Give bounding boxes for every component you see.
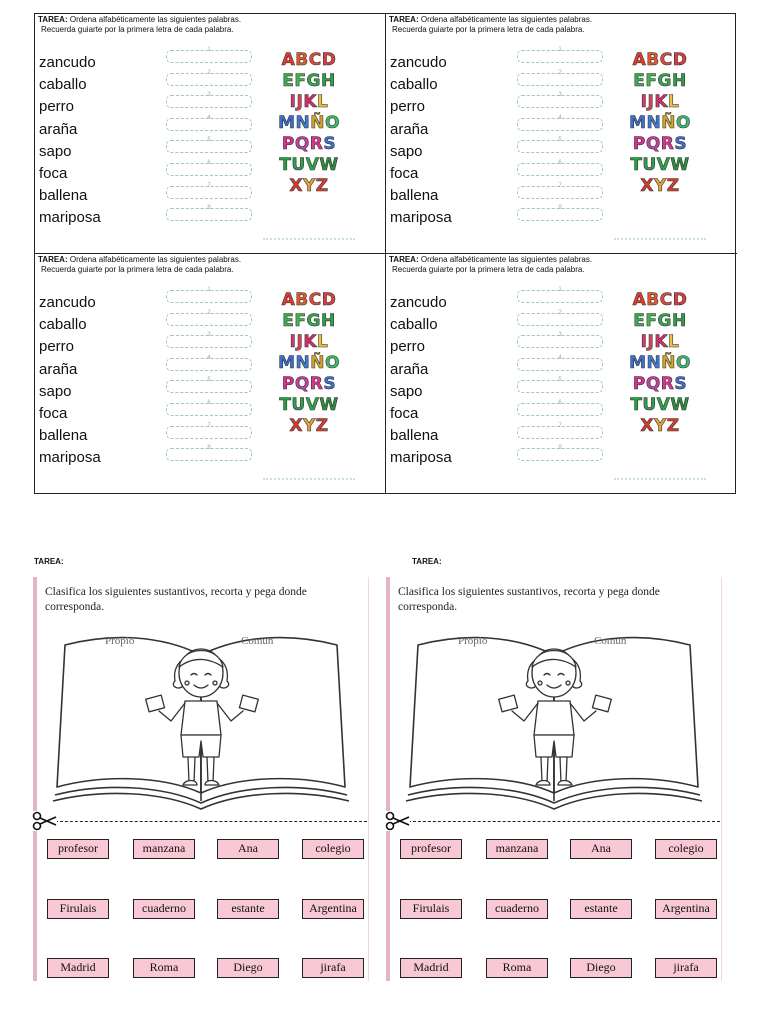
task-subtitle: Recuerda guiarte por la primera letra de cada palabra. — [41, 25, 234, 34]
slot-number: 6 — [558, 399, 562, 406]
task-subtitle: Recuerda guiarte por la primera letra de cada palabra. — [392, 25, 585, 34]
alphabet-letter: L — [668, 332, 680, 352]
word-list — [390, 52, 452, 230]
word-item: foca — [390, 164, 419, 182]
noun-card[interactable]: estante — [217, 899, 279, 919]
slot-number: 1 — [558, 47, 562, 53]
col-label-comun: Común — [241, 635, 274, 647]
alphabet-letter: Q — [645, 374, 661, 394]
alphabet-row — [614, 374, 706, 395]
slot-number: 4 — [207, 354, 211, 361]
alphabetize-card — [386, 14, 737, 254]
noun-card[interactable]: manzana — [133, 839, 195, 859]
answer-slot[interactable] — [517, 205, 603, 221]
word-item: ballena — [39, 187, 88, 205]
alphabet-letter: X — [640, 176, 654, 196]
alphabet-letter: I — [289, 332, 297, 352]
word-item: ballena — [39, 427, 88, 445]
slot-number: 6 — [207, 399, 211, 406]
alphabet-letter: R — [660, 374, 675, 394]
task-title: TAREA: Ordena alfabéticamente las siguientes palabras. — [38, 15, 242, 24]
alphabet-letter: B — [295, 50, 309, 70]
alphabet-row — [614, 416, 706, 437]
slot-number: 5 — [558, 377, 562, 384]
alphabet-letter: N — [295, 113, 311, 133]
answer-slot[interactable] — [517, 445, 603, 461]
noun-card[interactable]: cuaderno — [133, 899, 195, 919]
alphabet-row — [614, 134, 706, 155]
alphabet-letter: O — [324, 113, 340, 133]
alphabet-letter: R — [309, 374, 324, 394]
noun-card[interactable]: Diego — [570, 958, 632, 978]
word-item: araña — [39, 120, 78, 138]
alphabet-letter: V — [305, 395, 320, 415]
slot-number: 8 — [558, 205, 562, 212]
answer-slot[interactable] — [517, 287, 603, 303]
answer-slots — [517, 47, 603, 231]
word-item: caballo — [39, 316, 87, 334]
slot-number: 4 — [207, 114, 211, 121]
word-list — [39, 52, 101, 230]
word-item: sapo — [39, 142, 72, 160]
alphabet-letter: N — [295, 353, 311, 373]
noun-card[interactable]: Madrid — [47, 958, 109, 978]
alphabet-letter: F — [645, 311, 658, 331]
answer-slot[interactable] — [517, 332, 603, 348]
slot-number: 8 — [558, 445, 562, 452]
noun-card[interactable]: profesor — [400, 839, 462, 859]
alphabet-letter: M — [278, 353, 296, 373]
noun-card[interactable]: Diego — [217, 958, 279, 978]
task-subtitle: Recuerda guiarte por la primera letra de cada palabra. — [41, 265, 234, 274]
alphabet-letter: G — [306, 311, 321, 331]
answer-slot[interactable] — [517, 137, 603, 153]
slot-number: 4 — [558, 354, 562, 361]
alphabet-letter: W — [670, 155, 690, 175]
alphabet-row — [263, 395, 355, 416]
alphabet-letter: D — [321, 290, 337, 310]
slot-number: 1 — [207, 47, 211, 53]
word-item: perro — [390, 98, 426, 116]
alphabet-letter: B — [646, 290, 660, 310]
alphabet-row — [614, 353, 706, 374]
alphabet-row — [263, 353, 355, 374]
answer-slot[interactable] — [166, 205, 252, 221]
word-item: sapo — [390, 382, 423, 400]
noun-card[interactable]: Firulais — [47, 899, 109, 919]
alphabet-letter: B — [646, 50, 660, 70]
alphabet-row — [263, 113, 355, 134]
tarea-label-right: TAREA: — [412, 557, 442, 566]
alphabet-letter: Q — [294, 134, 310, 154]
alphabet-letter: L — [317, 332, 329, 352]
alphabet-letter: A — [281, 290, 296, 310]
word-item: ballena — [390, 187, 439, 205]
alphabet-letter: V — [656, 395, 671, 415]
word-item: perro — [39, 338, 75, 356]
alphabet-letter: F — [294, 311, 307, 331]
alphabet-row — [263, 176, 355, 197]
noun-card[interactable]: colegio — [655, 839, 717, 859]
slot-number: 3 — [558, 92, 562, 99]
alphabet-letter: J — [647, 332, 655, 352]
word-item: mariposa — [390, 449, 452, 467]
alphabet-letter: U — [291, 155, 306, 175]
slot-number: 2 — [558, 69, 562, 76]
noun-card[interactable]: Ana — [217, 839, 279, 859]
word-item: mariposa — [39, 449, 101, 467]
alphabet-letter: K — [654, 332, 668, 352]
answer-slot[interactable] — [166, 309, 252, 326]
word-item: zancudo — [39, 54, 96, 71]
alphabet-letter: D — [672, 50, 688, 70]
alphabet-row — [263, 92, 355, 113]
answer-slot[interactable] — [166, 47, 252, 63]
answer-slot[interactable] — [166, 114, 252, 131]
noun-card[interactable]: Roma — [486, 958, 548, 978]
slot-number: 8 — [207, 445, 211, 452]
open-book-illustration — [404, 625, 704, 811]
alphabet-letter: E — [282, 311, 295, 331]
alphabet-letter: G — [657, 71, 672, 91]
alphabet-letter: P — [281, 134, 295, 154]
alphabet-letter: U — [291, 395, 306, 415]
alphabet-letter: K — [654, 92, 668, 112]
classify-sheet-left — [33, 577, 369, 981]
noun-card[interactable]: cuaderno — [486, 899, 548, 919]
word-item: mariposa — [390, 209, 452, 227]
alphabet-letter: N — [646, 353, 662, 373]
answer-slot[interactable] — [166, 92, 252, 108]
slot-number: 5 — [558, 137, 562, 144]
answer-slots — [517, 287, 603, 471]
alphabet-row — [614, 311, 706, 332]
noun-card[interactable]: Roma — [133, 958, 195, 978]
alphabet-letter: Y — [302, 416, 316, 436]
alphabetize-card — [35, 14, 386, 254]
alphabet-letter: T — [279, 395, 292, 415]
answer-slot[interactable] — [517, 47, 603, 63]
answer-slot[interactable] — [517, 114, 603, 131]
answer-slot[interactable] — [517, 309, 603, 326]
noun-card[interactable]: profesor — [47, 839, 109, 859]
answer-slot[interactable] — [166, 445, 252, 461]
alphabet-row — [263, 374, 355, 395]
noun-card[interactable]: Ana — [570, 839, 632, 859]
word-item: caballo — [390, 316, 438, 334]
alphabet-letter: W — [319, 155, 339, 175]
classify-sheet-right — [386, 577, 722, 981]
answer-slot[interactable] — [517, 399, 603, 416]
noun-card[interactable]: Madrid — [400, 958, 462, 978]
alphabet-letter: L — [668, 92, 680, 112]
alphabet-letter: C — [659, 290, 673, 310]
word-item: araña — [39, 360, 78, 378]
noun-card[interactable]: jirafa — [655, 958, 717, 978]
alphabet-row — [263, 332, 355, 353]
slot-number: 7 — [207, 182, 211, 189]
alphabet-letter: M — [629, 113, 647, 133]
alphabet-letter: F — [294, 71, 307, 91]
alphabetize-card — [35, 254, 386, 494]
alphabet-letter: X — [640, 416, 654, 436]
alphabet-letter: J — [647, 92, 655, 112]
answer-slot[interactable] — [517, 354, 603, 371]
word-item: ballena — [390, 427, 439, 445]
slot-number: 2 — [207, 69, 211, 76]
noun-card[interactable]: Firulais — [400, 899, 462, 919]
alphabet-row — [263, 50, 355, 71]
slot-number: 6 — [558, 159, 562, 166]
alphabet-letter: Y — [653, 176, 667, 196]
answer-slot[interactable] — [166, 159, 252, 176]
alphabet-row — [263, 416, 355, 437]
alphabet-letter: A — [632, 50, 647, 70]
slot-number: 1 — [558, 287, 562, 293]
word-item: zancudo — [390, 54, 447, 71]
alphabet-letter: Ñ — [661, 353, 676, 373]
noun-card[interactable]: Argentina — [302, 899, 364, 919]
alphabet-letter: T — [630, 395, 643, 415]
alphabet-chart — [614, 50, 706, 240]
alphabet-letter: G — [306, 71, 321, 91]
alphabet-letter: Z — [315, 176, 329, 196]
alphabet-letter: N — [646, 113, 662, 133]
word-item: mariposa — [39, 209, 101, 227]
word-item: zancudo — [390, 294, 447, 311]
alphabet-row — [614, 395, 706, 416]
answer-slot[interactable] — [166, 69, 252, 86]
alphabetize-card — [386, 254, 737, 494]
word-item: zancudo — [39, 294, 96, 311]
alphabet-letter: V — [656, 155, 671, 175]
answer-slot[interactable] — [166, 422, 252, 439]
classify-instruction: Clasifica los siguientes sustantivos, recorta y pega donde corresponda. — [398, 586, 660, 613]
open-book-illustration — [51, 625, 351, 811]
alphabet-letter: O — [675, 353, 691, 373]
cut-line — [35, 821, 367, 822]
slot-number: 3 — [207, 92, 211, 99]
word-item: perro — [39, 98, 75, 116]
alphabet-letter: S — [323, 134, 337, 154]
slot-number: 8 — [207, 205, 211, 212]
alphabet-letter: T — [279, 155, 292, 175]
slot-number: 6 — [207, 159, 211, 166]
answer-slot[interactable] — [166, 182, 252, 199]
word-item: foca — [39, 404, 68, 422]
alphabet-letter: Q — [645, 134, 661, 154]
alphabet-letter: Q — [294, 374, 310, 394]
alphabet-letter: Z — [315, 416, 329, 436]
alphabet-row — [263, 134, 355, 155]
answer-slots — [166, 47, 252, 231]
answer-slot[interactable] — [166, 377, 252, 393]
alphabet-letter: M — [278, 113, 296, 133]
answer-slot[interactable] — [517, 92, 603, 108]
alphabet-letter: X — [289, 176, 303, 196]
task-title: TAREA: Ordena alfabéticamente las siguientes palabras. — [38, 255, 242, 264]
alphabet-letter: U — [642, 155, 657, 175]
alphabet-letter: D — [672, 290, 688, 310]
alphabet-chart — [263, 50, 355, 240]
noun-card[interactable]: estante — [570, 899, 632, 919]
alphabet-letter: H — [320, 71, 336, 91]
alphabet-letter: C — [659, 50, 673, 70]
alphabet-letter: S — [674, 374, 688, 394]
alphabet-letter: K — [303, 332, 317, 352]
noun-card[interactable]: manzana — [486, 839, 548, 859]
alphabet-letter: P — [632, 134, 646, 154]
alphabet-letter: M — [629, 353, 647, 373]
alphabet-row — [263, 71, 355, 92]
alphabetize-grid — [34, 13, 736, 494]
tarea-label-left: TAREA: — [34, 557, 64, 566]
answer-slot[interactable] — [166, 287, 252, 303]
alphabet-letter: K — [303, 92, 317, 112]
alphabet-row — [614, 50, 706, 71]
scissors-icon — [384, 811, 410, 831]
answer-slot[interactable] — [166, 332, 252, 348]
slot-number: 5 — [207, 377, 211, 384]
word-list — [390, 292, 452, 470]
word-item: perro — [390, 338, 426, 356]
slot-number: 3 — [207, 332, 211, 339]
alphabet-row — [263, 290, 355, 311]
alphabet-letter: F — [645, 71, 658, 91]
word-item: araña — [390, 120, 429, 138]
alphabet-letter: Ñ — [661, 113, 676, 133]
slot-number: 2 — [558, 309, 562, 316]
alphabet-letter: C — [308, 50, 322, 70]
slot-number: 7 — [558, 422, 562, 429]
alphabet-row — [614, 176, 706, 197]
alphabet-letter: I — [640, 92, 648, 112]
alphabet-letter: R — [660, 134, 675, 154]
alphabet-letter: A — [632, 290, 647, 310]
alphabet-letter: J — [296, 332, 304, 352]
alphabet-letter: E — [633, 311, 646, 331]
alphabet-chart — [614, 290, 706, 480]
task-title: TAREA: Ordena alfabéticamente las siguientes palabras. — [389, 15, 593, 24]
alphabet-letter: U — [642, 395, 657, 415]
slot-number: 2 — [207, 309, 211, 316]
alphabet-letter: H — [320, 311, 336, 331]
alphabet-letter: E — [282, 71, 295, 91]
word-item: caballo — [390, 76, 438, 94]
alphabet-letter: G — [657, 311, 672, 331]
alphabet-letter: C — [308, 290, 322, 310]
alphabet-letter: O — [675, 113, 691, 133]
alphabet-row — [614, 71, 706, 92]
alphabet-letter: P — [632, 374, 646, 394]
classify-instruction: Clasifica los siguientes sustantivos, recorta y pega donde corresponda. — [45, 586, 307, 613]
alphabet-letter: I — [640, 332, 648, 352]
alphabet-row — [614, 113, 706, 134]
answer-slot[interactable] — [517, 182, 603, 199]
alphabet-letter: H — [671, 71, 687, 91]
alphabet-letter: T — [630, 155, 643, 175]
alphabet-row — [614, 155, 706, 176]
col-label-comun: Común — [594, 635, 627, 647]
word-list — [39, 292, 101, 470]
alphabet-letter: S — [323, 374, 337, 394]
alphabet-letter: A — [281, 50, 296, 70]
alphabet-row — [614, 332, 706, 353]
alphabet-letter: P — [281, 374, 295, 394]
answer-slot[interactable] — [166, 137, 252, 153]
word-item: caballo — [39, 76, 87, 94]
alphabet-letter: V — [305, 155, 320, 175]
alphabet-letter: W — [670, 395, 690, 415]
alphabet-chart — [263, 290, 355, 480]
slot-number: 1 — [207, 287, 211, 293]
alphabet-letter: X — [289, 416, 303, 436]
word-item: araña — [390, 360, 429, 378]
alphabet-letter: Ñ — [310, 353, 325, 373]
alphabet-row — [614, 92, 706, 113]
alphabet-letter: O — [324, 353, 340, 373]
alphabet-row — [614, 290, 706, 311]
noun-card[interactable]: Argentina — [655, 899, 717, 919]
alphabet-letter: Ñ — [310, 113, 325, 133]
alphabet-letter: D — [321, 50, 337, 70]
noun-card[interactable]: jirafa — [302, 958, 364, 978]
scissors-icon — [31, 811, 57, 831]
alphabet-letter: Z — [666, 416, 680, 436]
alphabet-row — [263, 311, 355, 332]
alphabet-letter: R — [309, 134, 324, 154]
slot-number: 7 — [558, 182, 562, 189]
answer-slot[interactable] — [517, 69, 603, 86]
answer-slot[interactable] — [517, 377, 603, 393]
word-item: sapo — [390, 142, 423, 160]
alphabet-letter: B — [295, 290, 309, 310]
alphabet-letter: E — [633, 71, 646, 91]
cut-line — [388, 821, 720, 822]
slot-number: 4 — [558, 114, 562, 121]
col-label-propio: Propio — [105, 635, 135, 647]
alphabet-letter: I — [289, 92, 297, 112]
task-title: TAREA: Ordena alfabéticamente las siguientes palabras. — [389, 255, 593, 264]
answer-slots — [166, 287, 252, 471]
alphabet-row — [263, 155, 355, 176]
alphabet-letter: L — [317, 92, 329, 112]
col-label-propio: Propio — [458, 635, 488, 647]
alphabet-letter: S — [674, 134, 688, 154]
word-item: foca — [390, 404, 419, 422]
slot-number: 3 — [558, 332, 562, 339]
answer-slot[interactable] — [517, 422, 603, 439]
noun-card[interactable]: colegio — [302, 839, 364, 859]
alphabet-letter: W — [319, 395, 339, 415]
task-subtitle: Recuerda guiarte por la primera letra de cada palabra. — [392, 265, 585, 274]
answer-slot[interactable] — [166, 399, 252, 416]
answer-slot[interactable] — [166, 354, 252, 371]
word-item: sapo — [39, 382, 72, 400]
alphabet-letter: H — [671, 311, 687, 331]
alphabet-letter: Y — [302, 176, 316, 196]
alphabet-letter: J — [296, 92, 304, 112]
answer-slot[interactable] — [517, 159, 603, 176]
slot-number: 5 — [207, 137, 211, 144]
word-item: foca — [39, 164, 68, 182]
alphabet-letter: Z — [666, 176, 680, 196]
alphabet-letter: Y — [653, 416, 667, 436]
slot-number: 7 — [207, 422, 211, 429]
